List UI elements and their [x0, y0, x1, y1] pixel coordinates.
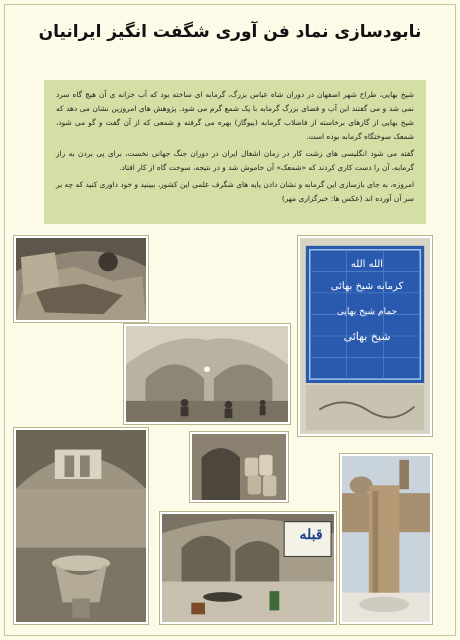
tile-line-2: کرمابه شیخ بهائی [330, 281, 404, 292]
tile-line-3: حمام شیخ بهایی [336, 307, 398, 317]
photo-old-vault [14, 428, 148, 624]
qibla-sign-text: قبله [299, 527, 323, 543]
page-title: نابودسازی نماد فن آوری شگفت انگیز ایرانیان [38, 22, 422, 42]
paragraph-1: شیخ بهایی، طراح شهر اصفهان در دوران شاه عباس بزرگ، گرمابه ای ساخته بود که آب خزانه ی آن هیچ گاه سرد نمی شد و می گفتند این آب و فضای بزرگ گرمابه با یک شمع گرم می شود. پژوهش های امروزین نشان می دهد که شیخ بهایی از گازهای برخاسته از فاضلاب گرمابه (بیوگاز) بهره می گرفته و شمعی که از آن گفت و گو می شود، شمعک سوختگاه گرمابه بوده است. [56, 90, 414, 141]
photo-barrels [190, 432, 288, 502]
paragraph-3: امروزه، به جای بازسازی این گرمابه و نشان دادن پایه های شگرف علمی این کشور، ببینید و خود داوری کنید که چه بر سر آن آورده اند (عکس ها: خبرگزاری مهر) [56, 180, 414, 203]
paragraph-2: گفته می شود انگلیسی های زشت کار در زمان اشغال ایران در دوران جنگ جهانی نخست، برای پی بردن به راز گرمابه، آن را دست کاری کردند که «شمعک» آن خاموش شد و در نتیجه، سوخت گاه از کار افتاد. [56, 149, 414, 172]
photo-mud-pillar [340, 454, 432, 624]
tile-line-4: شیخ بهائی [343, 330, 391, 343]
article-text-box [44, 80, 426, 224]
photo-ruined-interior [14, 236, 148, 322]
photo-tile-inscription [298, 236, 432, 436]
photo-domed-hall [124, 324, 290, 424]
photo-qibla-sign [160, 512, 336, 624]
tile-line-1: الله الله [350, 259, 384, 270]
